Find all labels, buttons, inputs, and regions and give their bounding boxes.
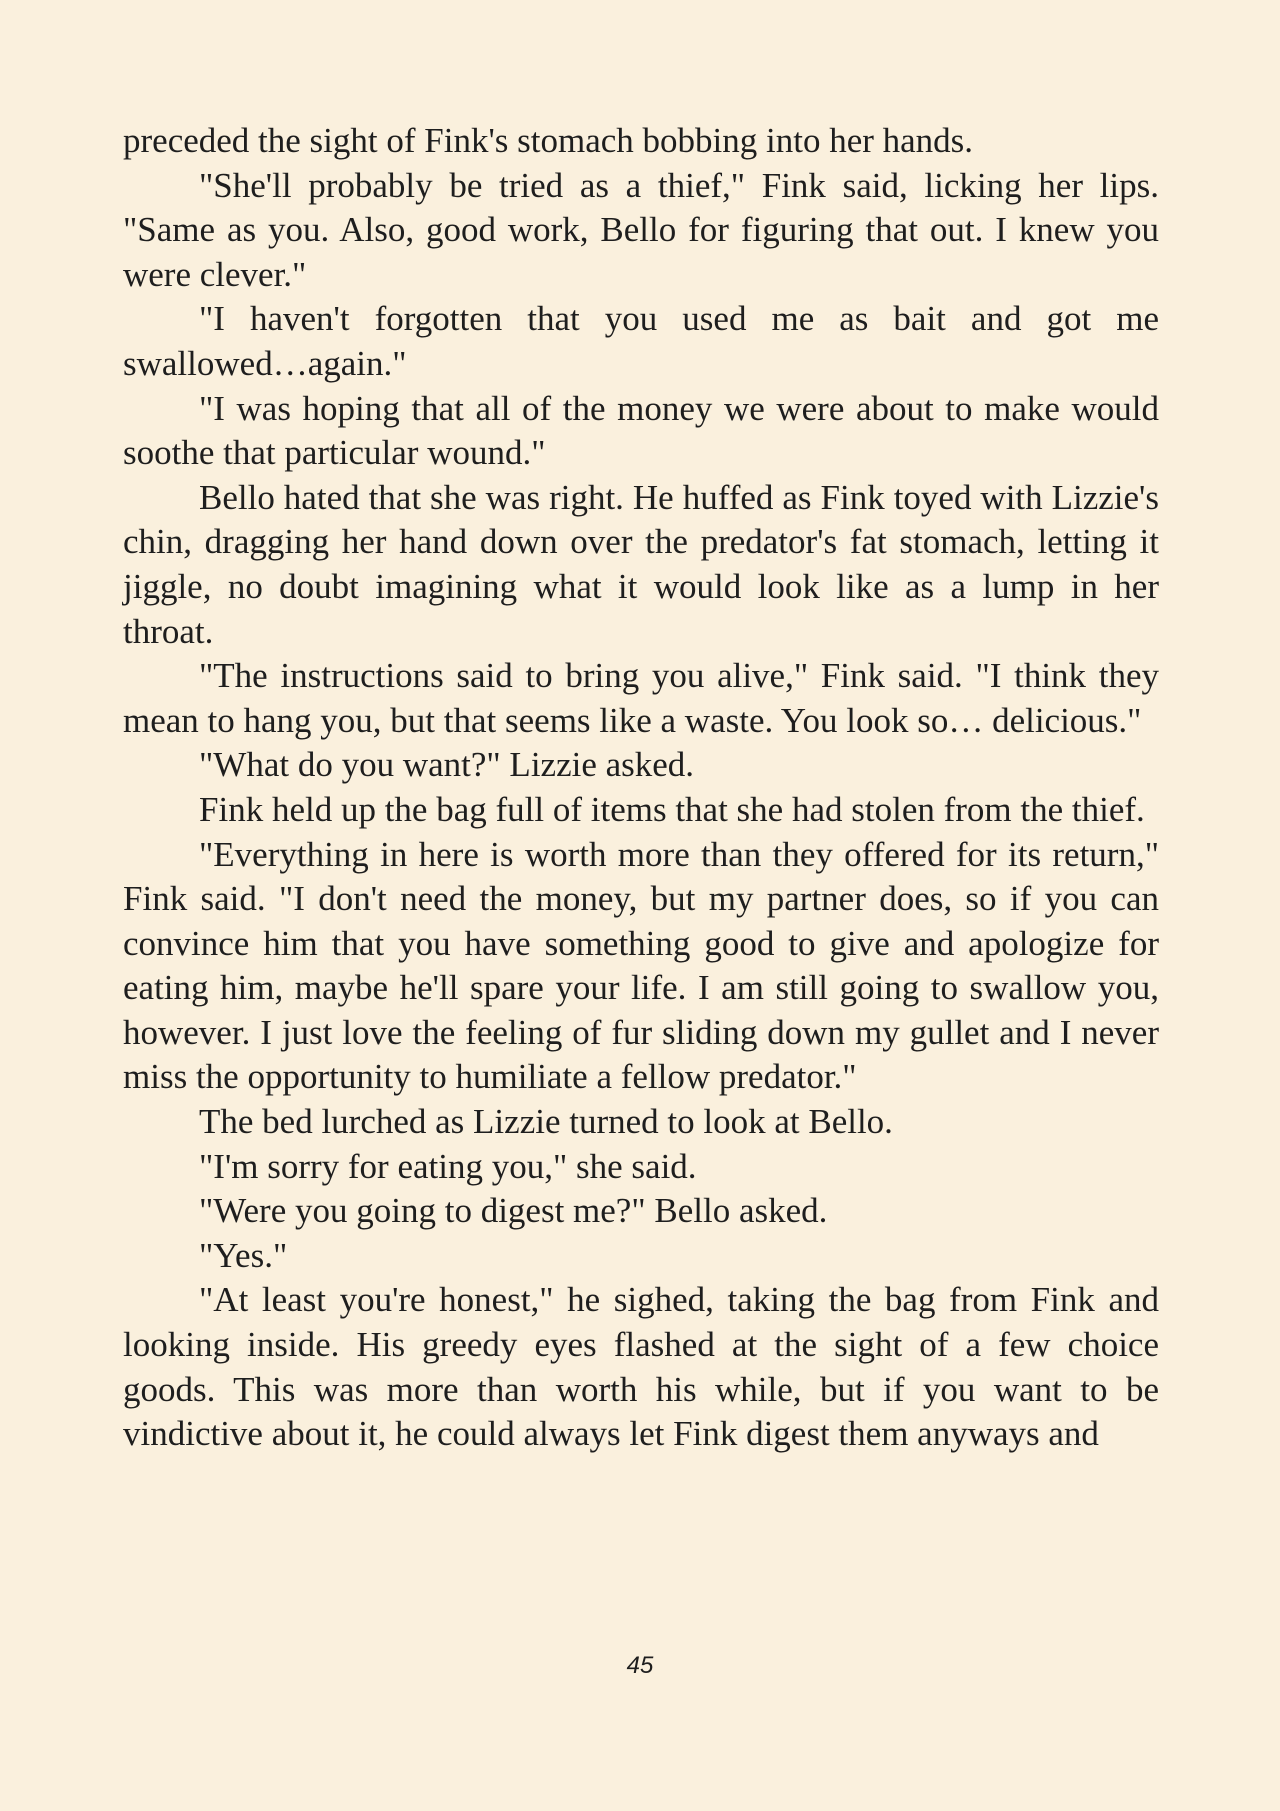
paragraph-1: preceded the sight of Fink's stomach bobbing into her hands. (123, 121, 974, 160)
paragraph-3: "I haven't forgotten that you used me as bait and got me swallowed…again." (123, 299, 1159, 383)
paragraph-7: "What do you want?" Lizzie asked. (199, 745, 695, 785)
paragraph-14: "At least you're honest," he sighed, taking the bag from Fink and looking inside. His greedy eyes flashed at the sight of a few choice goods. This was more than worth his while, but if you want to be vindictive about it, he could always let Fink digest them anyways and (123, 1280, 1159, 1454)
paragraph-11: "I'm sorry for eating you," she said. (199, 1146, 697, 1186)
paragraph-13: "Yes." (199, 1235, 288, 1275)
paragraph-12: "Were you going to digest me?" Bello asked. (199, 1191, 828, 1231)
paragraph-5: Bello hated that she was right. He huffed as Fink toyed with Lizzie's chin, dragging her hand down over the predator's fat stomach, letting it jiggle, no doubt imagining what it would look like as a lump in her throat. (123, 477, 1159, 651)
paragraph-9: "Everything in here is worth more than they offered for its return," Fink said. "I don't need the money, but my partner does, so if you can convince him that you have something good to give and apologize for eating him, maybe he'll spare your life. I am still going to swallow you, however. I just love the feeling of fur sliding down my gullet and I never miss the opportunity to humiliate a fellow predator." (123, 834, 1159, 1097)
paragraph-4: "I was hoping that all of the money we were about to make would soothe that particular wound." (123, 388, 1159, 473)
paragraph-6: "The instructions said to bring you alive," Fink said. "I think they mean to hang you, but that seems like a waste. You look so… delicious." (123, 656, 1159, 740)
paragraph-10: The bed lurched as Lizzie turned to look at Bello. (199, 1102, 893, 1142)
paragraph-8: Fink held up the bag full of items that she had stolen from the thief. (199, 789, 1145, 829)
page-number: 45 (626, 1652, 654, 1679)
body-text (123, 119, 1159, 1457)
paragraph-2: "She'll probably be tried as a thief," Fink said, licking her lips. "Same as you. Also, good work, Bello for figuring that out. I knew you were clever." (123, 165, 1159, 294)
